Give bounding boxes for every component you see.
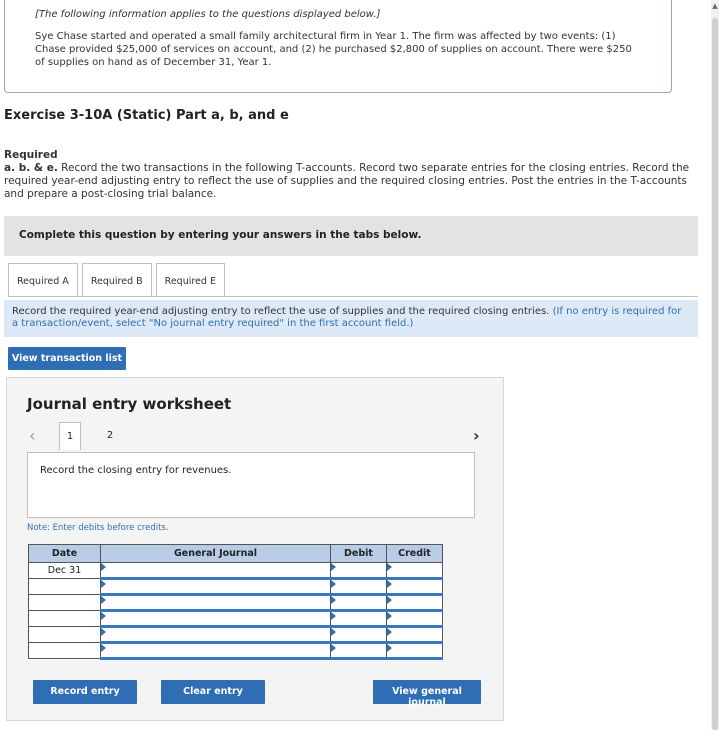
dropdown-marker-icon bbox=[387, 644, 392, 652]
date-cell[interactable] bbox=[29, 579, 101, 595]
table-row bbox=[29, 595, 443, 611]
instruction-text: Record the required year-end adjusting entry to reflect the use of supplies and the required closing entries. bbox=[12, 306, 550, 317]
dropdown-marker-icon bbox=[387, 580, 392, 588]
instruction-hint: (If no entry is required for a transaction/event, select "No journal entry required" in the first account field.) bbox=[12, 306, 682, 329]
table-row bbox=[29, 611, 443, 627]
table-row bbox=[29, 563, 443, 579]
account-field[interactable] bbox=[101, 627, 331, 643]
worksheet-title: Journal entry worksheet bbox=[27, 395, 232, 413]
dropdown-marker-icon bbox=[387, 596, 392, 604]
dropdown-marker-icon bbox=[387, 563, 392, 571]
account-field[interactable] bbox=[101, 563, 331, 579]
exercise-title: Exercise 3-10A (Static) Part a, b, and e bbox=[4, 108, 289, 123]
date-cell[interactable]: Dec 31 bbox=[29, 563, 101, 579]
date-cell[interactable] bbox=[29, 595, 101, 611]
debit-field[interactable] bbox=[331, 595, 387, 611]
required-section bbox=[4, 149, 709, 201]
credit-field[interactable] bbox=[387, 579, 443, 595]
dropdown-marker-icon bbox=[331, 612, 336, 620]
debit-field[interactable] bbox=[331, 643, 387, 659]
page-2-button[interactable]: 2 bbox=[106, 430, 114, 441]
dropdown-marker-icon bbox=[331, 580, 336, 588]
dropdown-marker-icon bbox=[387, 612, 392, 620]
info-panel bbox=[4, 0, 672, 93]
dropdown-marker-icon bbox=[331, 628, 336, 636]
dropdown-marker-icon bbox=[101, 580, 106, 588]
table-row bbox=[29, 579, 443, 595]
dropdown-marker-icon bbox=[101, 628, 106, 636]
debit-column-header: Debit bbox=[331, 545, 387, 563]
date-cell[interactable] bbox=[29, 627, 101, 643]
instruction-box bbox=[4, 300, 698, 337]
entry-prompt-text: Record the closing entry for revenues. bbox=[40, 465, 232, 476]
required-body: Record the two transactions in the following T-accounts. Record two separate entries for the closing entries. Record the required year-end adjusting entry to reflect the use of supplies and the required closing entries. Post the entries in the T-accounts and prepare a post-closing trial balance. bbox=[4, 162, 690, 200]
journal-column-header: General Journal bbox=[101, 545, 331, 563]
clear-entry-button[interactable]: Clear entry bbox=[161, 680, 265, 704]
required-parts-label: a. b. & e. bbox=[4, 162, 58, 174]
tab-bar bbox=[8, 263, 229, 297]
account-field[interactable] bbox=[101, 611, 331, 627]
scroll-thumb[interactable] bbox=[712, 18, 718, 730]
scroll-up-icon[interactable]: ▲ bbox=[712, 2, 718, 10]
dropdown-marker-icon bbox=[101, 596, 106, 604]
dropdown-marker-icon bbox=[101, 644, 106, 652]
entry-prompt bbox=[27, 452, 475, 518]
view-general-journal-button[interactable]: View general journal bbox=[373, 680, 481, 704]
dropdown-marker-icon bbox=[387, 628, 392, 636]
chevron-left-icon[interactable]: ‹ bbox=[29, 426, 36, 445]
account-field[interactable] bbox=[101, 643, 331, 659]
credit-field[interactable] bbox=[387, 627, 443, 643]
debit-field[interactable] bbox=[331, 579, 387, 595]
chevron-right-icon[interactable]: › bbox=[473, 426, 480, 445]
date-cell[interactable] bbox=[29, 643, 101, 659]
credit-column-header: Credit bbox=[387, 545, 443, 563]
debit-field[interactable] bbox=[331, 563, 387, 579]
dropdown-marker-icon bbox=[331, 563, 336, 571]
info-intro: [The following information applies to the questions displayed below.] bbox=[35, 9, 381, 20]
date-cell[interactable] bbox=[29, 611, 101, 627]
account-field[interactable] bbox=[101, 595, 331, 611]
info-body: Sye Chase started and operated a small family architectural firm in Year 1. The firm was affected by two events: (1) Chase provided $25,000 of services on account, and (2) he purchased $2,800 of supplies on account. There were $250 of supplies on hand as of December 31, Year 1. bbox=[35, 31, 632, 68]
account-field[interactable] bbox=[101, 579, 331, 595]
credit-field[interactable] bbox=[387, 595, 443, 611]
required-heading: Required bbox=[4, 149, 58, 161]
scrollbar[interactable] bbox=[711, 0, 719, 730]
table-row bbox=[29, 643, 443, 659]
required-text bbox=[4, 162, 709, 201]
tab-required-e[interactable]: Required E bbox=[156, 263, 225, 297]
view-transaction-list-button[interactable]: View transaction list bbox=[8, 347, 126, 370]
tab-required-b[interactable]: Required B bbox=[82, 263, 152, 297]
dropdown-marker-icon bbox=[331, 596, 336, 604]
tab-divider bbox=[8, 296, 698, 297]
table-row bbox=[29, 627, 443, 643]
credit-field[interactable] bbox=[387, 611, 443, 627]
record-entry-button[interactable]: Record entry bbox=[33, 680, 137, 704]
entry-note: Note: Enter debits before credits. bbox=[27, 523, 169, 533]
dropdown-marker-icon bbox=[101, 612, 106, 620]
credit-field[interactable] bbox=[387, 643, 443, 659]
journal-entry-table bbox=[28, 544, 443, 660]
tab-required-a[interactable]: Required A bbox=[8, 263, 78, 297]
page-1-button[interactable]: 1 bbox=[59, 422, 81, 450]
debit-field[interactable] bbox=[331, 627, 387, 643]
journal-worksheet bbox=[6, 377, 504, 721]
complete-banner: Complete this question by entering your answers in the tabs below. bbox=[4, 216, 698, 256]
dropdown-marker-icon bbox=[101, 563, 106, 571]
date-column-header: Date bbox=[29, 545, 101, 563]
dropdown-marker-icon bbox=[331, 644, 336, 652]
debit-field[interactable] bbox=[331, 611, 387, 627]
credit-field[interactable] bbox=[387, 563, 443, 579]
